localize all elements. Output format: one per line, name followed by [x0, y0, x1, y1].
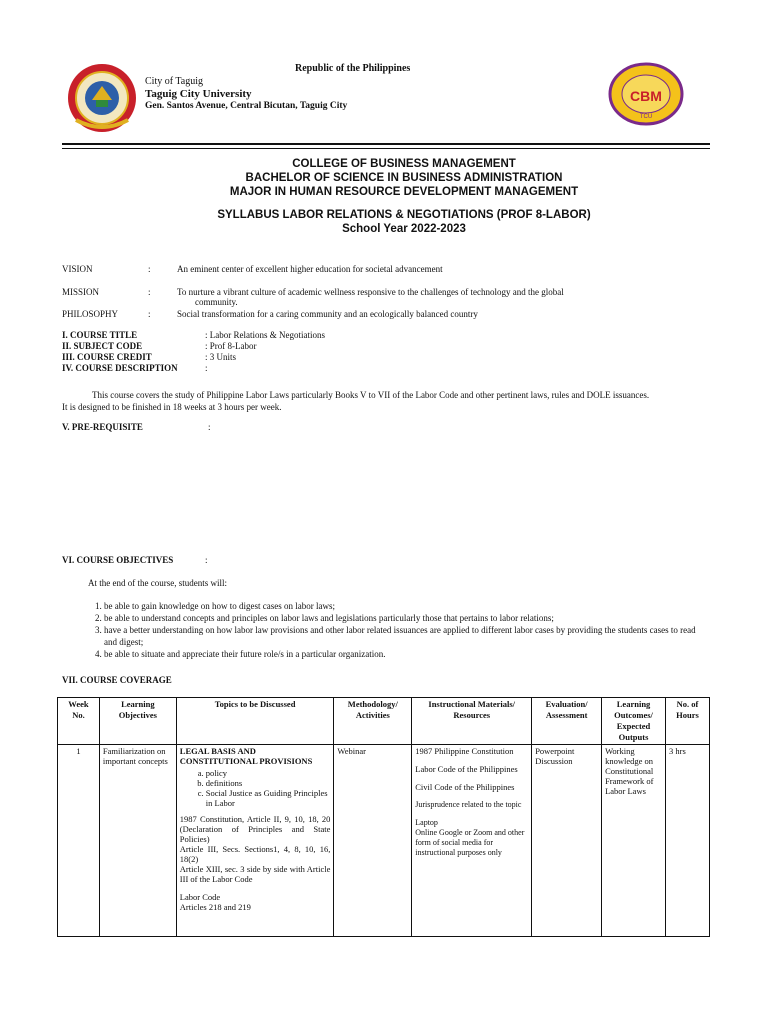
material-item: Jurisprudence related to the topic — [415, 800, 522, 809]
header-outcomes: Learning Outcomes/ Expected Outputs — [602, 698, 666, 745]
mission-text-cont: community. — [195, 297, 238, 307]
material-item: Laptop — [415, 818, 438, 827]
topic-constitution: 1987 Constitution, Article II, 9, 10, 18, 20 (Declaration of Principles and State Policies) — [179, 814, 331, 844]
header-materials: Instructional Materials/ Resources — [412, 698, 532, 745]
mission-label: MISSION — [62, 287, 100, 297]
course-title-value: : Labor Relations & Negotiations — [205, 330, 325, 340]
header-learning-objectives: Learning Objectives — [99, 698, 176, 745]
material-item: Online Google or Zoom and other form of social media for instructional purposes only — [415, 828, 525, 857]
prerequisite-label: V. PRE-REQUISITE — [62, 422, 143, 432]
philosophy-text: Social transformation for a caring community and an ecologically balanced country — [177, 309, 478, 319]
objective-item: 3. have a better understanding on how labor law provisions and other labor related issuances are applied to different labor cases by providing the students cases to read and digest; — [104, 624, 704, 648]
republic-heading: Republic of the Philippines — [295, 63, 411, 74]
course-objectives-colon: : — [205, 555, 208, 565]
table-row — [58, 745, 710, 937]
cell-objective: Familiarization on important concepts — [99, 745, 176, 937]
topic-article-iii: Article III, Secs. Sections1, 4, 8, 10, 16, 18(2) — [179, 844, 331, 864]
objectives-list — [84, 600, 704, 660]
philosophy-label: PHILOSOPHY — [62, 309, 119, 319]
table-header-row — [58, 698, 710, 745]
header-divider-thin — [62, 148, 710, 149]
course-description-label: IV. COURSE DESCRIPTION — [62, 363, 178, 373]
material-item: Civil Code of the Philippines — [415, 782, 515, 792]
vision-text: An eminent center of excellent higher education for societal advancement — [177, 264, 443, 274]
cell-topics — [176, 745, 334, 937]
degree-title: BACHELOR OF SCIENCE IN BUSINESS ADMINISTRATION — [245, 172, 563, 184]
topic-subitem: b. definitions — [206, 778, 331, 788]
header-evaluation: Evaluation/ Assessment — [532, 698, 602, 745]
course-description-colon: : — [205, 363, 208, 373]
course-coverage-table — [57, 697, 710, 937]
major-title: MAJOR IN HUMAN RESOURCE DEVELOPMENT MANAGEMENT — [229, 186, 579, 198]
topic-title: LEGAL BASIS AND CONSTITUTIONAL PROVISIONS — [179, 746, 313, 766]
vision-colon: : — [148, 264, 151, 274]
mission-text: To nurture a vibrant culture of academic wellness responsive to the challenges of technology and the global — [177, 287, 564, 297]
university-address: Gen. Santos Avenue, Central Bicutan, Taguig City — [145, 101, 348, 111]
subject-code-label: II. SUBJECT CODE — [62, 341, 143, 351]
course-credit-value: : 3 Units — [205, 352, 237, 362]
course-credit-label: III. COURSE CREDIT — [62, 352, 152, 362]
cell-materials — [412, 745, 532, 937]
philosophy-colon: : — [148, 309, 151, 319]
course-title-label: I. COURSE TITLE — [62, 330, 138, 340]
cell-week: 1 — [58, 745, 100, 937]
course-description-line2: It is designed to be finished in 18 weeks at 3 hours per week. — [62, 402, 282, 412]
cell-hours: 3 hrs — [666, 745, 710, 937]
topic-sublist — [180, 768, 331, 808]
objective-item: 2. be able to understand concepts and principles on labor laws and legislations particularly those that pertains to labor relations; — [104, 612, 704, 624]
topic-labor-code: Labor Code — [179, 892, 221, 902]
vision-label: VISION — [62, 264, 93, 274]
topic-article-xiii: Article XIII, sec. 3 side by side with Article III of the Labor Code — [179, 864, 331, 884]
city-name: City of Taguig — [145, 76, 204, 87]
course-coverage-label: VII. COURSE COVERAGE — [62, 675, 172, 685]
header-hours: No. of Hours — [666, 698, 710, 745]
material-item: 1987 Philippine Constitution — [415, 746, 514, 756]
topic-articles: Articles 218 and 219 — [179, 902, 251, 912]
cell-outcome: Working knowledge on Constitutional Framework of Labor Laws — [602, 745, 666, 937]
material-item: Labor Code of the Philippines — [415, 764, 518, 774]
cell-method: Webinar — [334, 745, 412, 937]
prerequisite-colon: : — [208, 422, 211, 432]
objective-item: 4. be able to situate and appreciate their future role/s in a particular organization. — [104, 648, 704, 660]
cell-evaluation: Powerpoint Discussion — [532, 745, 602, 937]
syllabus-title: SYLLABUS LABOR RELATIONS & NEGOTIATIONS (PROF 8-LABOR) — [217, 209, 591, 221]
mission-colon: : — [148, 287, 151, 297]
college-title: COLLEGE OF BUSINESS MANAGEMENT — [292, 158, 516, 170]
taguig-city-university-seal — [66, 62, 138, 134]
school-year: School Year 2022-2023 — [342, 223, 466, 235]
objective-item: 1. be able to gain knowledge on how to digest cases on labor laws; — [104, 600, 704, 612]
topic-subitem: c. Social Justice as Guiding Principles in Labor — [206, 788, 331, 808]
header-week: Week No. — [58, 698, 100, 745]
university-name: Taguig City University — [145, 88, 252, 100]
header-divider — [62, 143, 710, 145]
header-methodology: Methodology/ Activities — [334, 698, 412, 745]
course-description-line1: This course covers the study of Philippine Labor Laws particularly Books V to VII of the Labor Code and other pertinent laws, rules and DOLE issuances. — [92, 390, 650, 400]
header-topics: Topics to be Discussed — [176, 698, 334, 745]
objectives-intro: At the end of the course, students will: — [88, 578, 227, 588]
cbm-logo-mark: CBM — [630, 88, 662, 104]
college-of-business-management-seal — [608, 62, 684, 126]
topic-subitem: a. policy — [206, 768, 331, 778]
course-objectives-label: VI. COURSE OBJECTIVES — [62, 555, 174, 565]
tcu-logo-mark: TCU — [639, 114, 653, 120]
subject-code-value: : Prof 8-Labor — [205, 341, 257, 351]
